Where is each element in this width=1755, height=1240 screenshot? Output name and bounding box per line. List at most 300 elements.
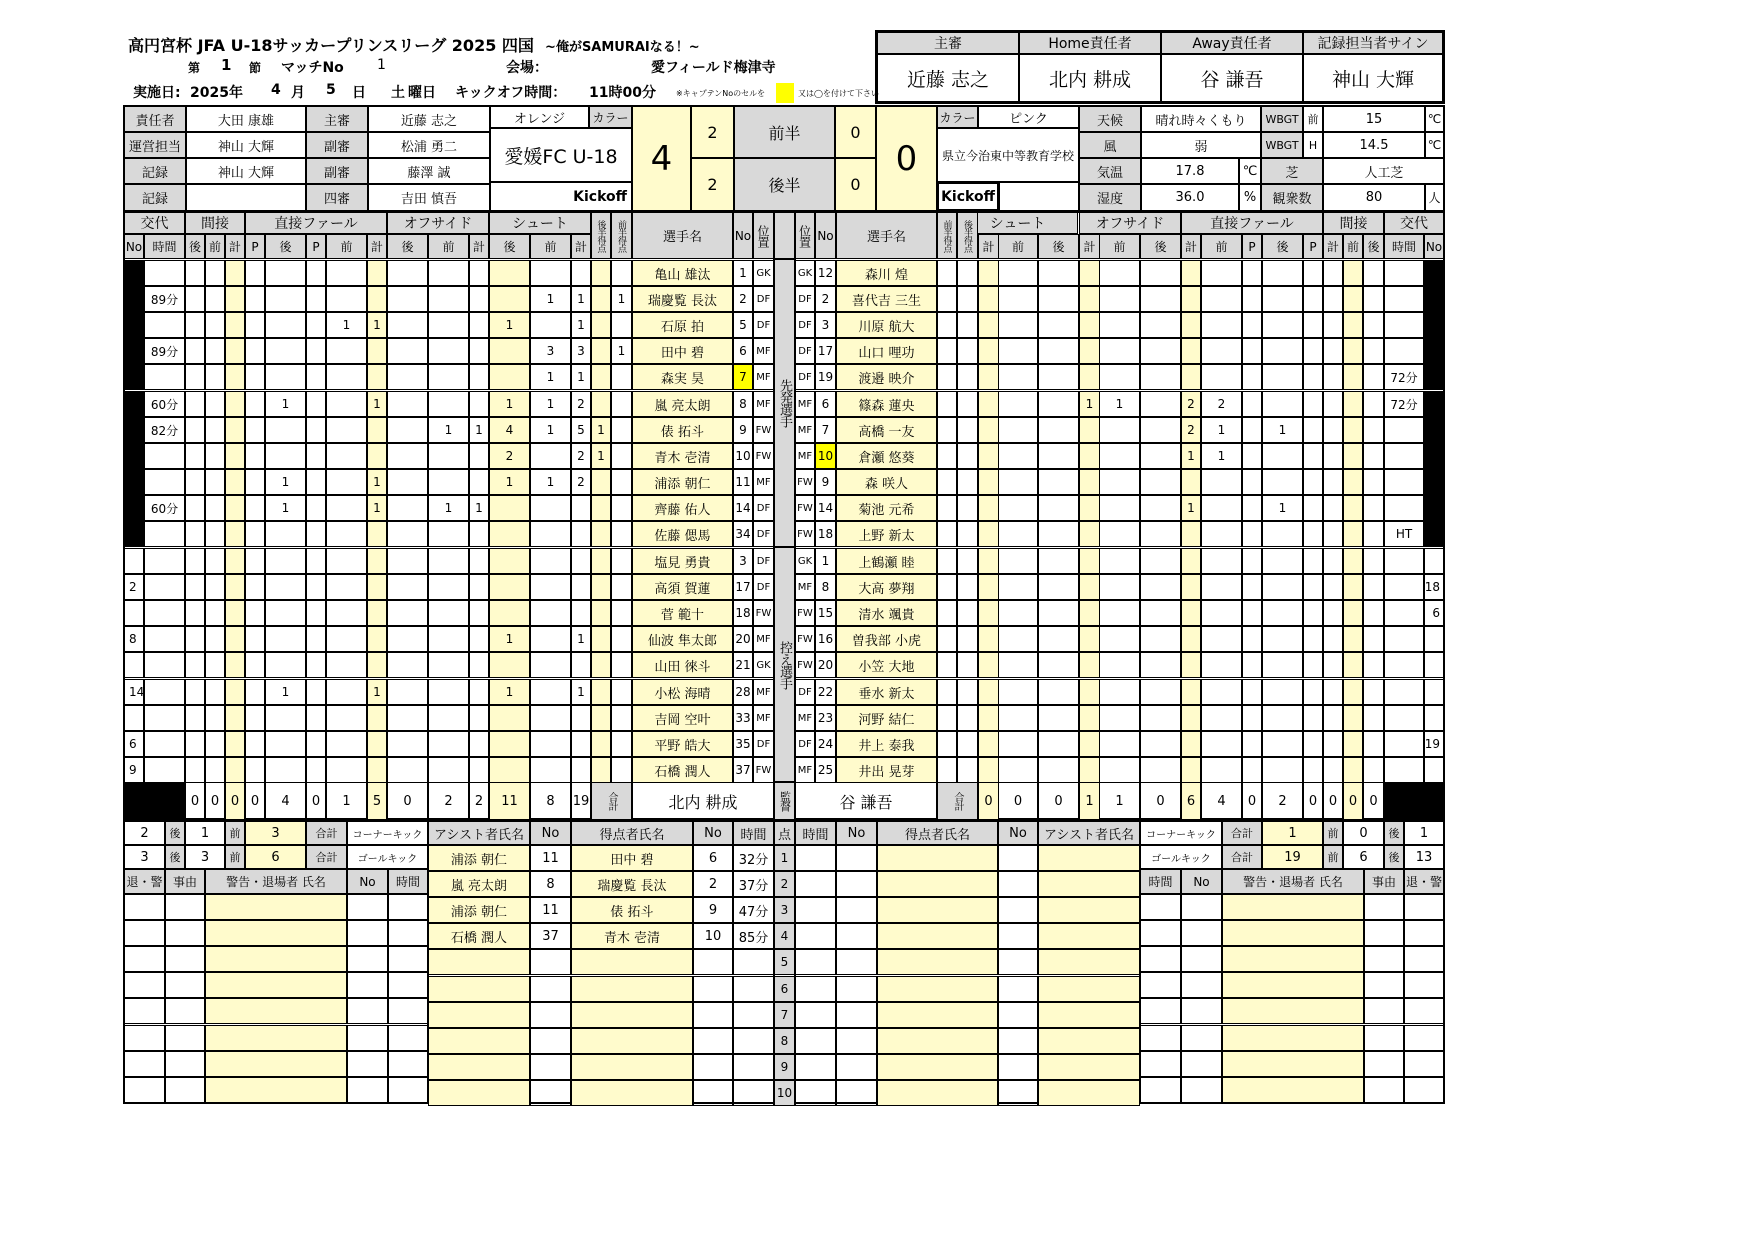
home-stat-cell (245, 469, 265, 495)
home-stat-cell: 89分 (144, 338, 185, 364)
home-player-pos: FW (753, 417, 774, 443)
away-scorer-name (877, 871, 998, 897)
away-stat-cell (1079, 757, 1100, 783)
home-player-name: 山田 徠斗 (632, 652, 733, 678)
away-scorer-no (836, 1028, 877, 1054)
home-scorer-name (571, 1002, 693, 1028)
away-stat-cell: 72分 (1384, 364, 1424, 390)
home-total-label: 合計 (591, 782, 632, 820)
home-stat-cell (185, 757, 205, 783)
home-total-cell: 1 (326, 782, 367, 820)
home-stat-cell (530, 574, 571, 600)
away-card-cell (1140, 1025, 1181, 1051)
away-scorer-header: 得点者氏名 (877, 821, 998, 845)
home-card-cell (347, 998, 388, 1024)
home-scorer-no (693, 1002, 733, 1028)
away-stat-cell (1323, 521, 1343, 547)
home-subheader-no: No (124, 234, 144, 259)
home-stat-cell (225, 731, 245, 757)
home-stat-cell (530, 705, 571, 731)
away-stat-cell (1079, 548, 1100, 574)
away-stat-cell (1363, 679, 1384, 705)
away-stat-cell (1038, 391, 1079, 417)
away-stat-cell (998, 705, 1038, 731)
home-stat-cell (387, 338, 428, 364)
home-stat-cell (387, 469, 428, 495)
away-kick-total-label: 合計 (1222, 821, 1262, 845)
home-total-cell: 0 (205, 782, 225, 820)
home-stat-cell: 1 (571, 286, 591, 312)
home-stat-cell (205, 521, 225, 547)
away-stat-cell (1384, 574, 1424, 600)
home-stat-cell (469, 260, 489, 286)
away-kick-total: 19 (1262, 845, 1323, 869)
home-stat-cell (326, 260, 367, 286)
away-stat-cell (978, 521, 999, 547)
away-stat-cell (1201, 495, 1242, 521)
home-info-value-2: 近藤 志之 (368, 106, 490, 132)
away-player-name: 大高 夢翔 (836, 574, 937, 600)
home-stat-cell (387, 679, 428, 705)
home-stat-cell (185, 548, 205, 574)
away-player-no: 19 (815, 364, 836, 390)
home-subheader-go: 後 (489, 234, 530, 259)
home-kick-1h-label: 前 (225, 845, 245, 869)
weather-value-2: 14.5 (1323, 132, 1425, 158)
away-stat-cell (1323, 391, 1343, 417)
away-stat-cell (957, 548, 978, 574)
home-stat-cell (245, 286, 265, 312)
home-stat-cell (326, 731, 367, 757)
away-stat-cell (1384, 548, 1424, 574)
home-player-no: 18 (733, 600, 753, 626)
home-stat-cell (205, 260, 225, 286)
away-stat-cell (1181, 548, 1201, 574)
away-player-pos: GK (795, 548, 815, 574)
home-stat-cell (265, 626, 306, 652)
away-player-pos: DF (795, 312, 815, 338)
away-card-cell (1404, 972, 1444, 998)
away-assist-no (998, 976, 1038, 1002)
away-manager-name: 谷 謙吾 (795, 782, 937, 820)
away-stat-cell (1323, 260, 1343, 286)
away-stat-cell (1140, 338, 1181, 364)
home-player-no: 33 (733, 705, 753, 731)
home-info-label-2: 副審 (306, 132, 368, 158)
home-stat-cell (225, 626, 245, 652)
home-player-no: 6 (733, 338, 753, 364)
away-player-no: 10 (815, 443, 836, 469)
setsu-label: 第 (188, 61, 201, 75)
away-stat-cell (1038, 574, 1079, 600)
home-stat-cell (571, 600, 591, 626)
captain-note-2: 又は◯を付けて下さい (798, 89, 879, 98)
match-no: 1 (377, 57, 386, 73)
home-stat-cell (225, 652, 245, 678)
home-stat-cell (265, 600, 306, 626)
home-stat-cell (144, 260, 185, 286)
away-subheader-kei: 計 (1181, 234, 1201, 259)
home-stat-cell (611, 705, 632, 731)
away-stat-cell (1323, 548, 1343, 574)
away-player-no: 14 (815, 495, 836, 521)
away-assist-name (1038, 1054, 1140, 1080)
home-scorer-name (571, 1080, 693, 1106)
away-stat-cell (1242, 286, 1262, 312)
home-stat-cell (469, 364, 489, 390)
home-player-name: 仙波 隼太郎 (632, 626, 733, 652)
home-stat-cell (124, 391, 144, 417)
away-pos-header: 位置 (795, 212, 815, 259)
away-stat-cell (998, 495, 1038, 521)
away-scorer-name (877, 1002, 998, 1028)
goal-number: 5 (774, 949, 795, 975)
away-card-cell (1404, 920, 1444, 946)
home-stat-cell (591, 338, 611, 364)
away-color-value: ピンク (978, 106, 1079, 128)
away-stat-cell (1323, 600, 1343, 626)
home-card-cell (388, 946, 428, 972)
away-stat-cell (1424, 495, 1444, 521)
away-stat-cell (1140, 286, 1181, 312)
home-stat-cell (144, 469, 185, 495)
home-stat-cell: 5 (571, 417, 591, 443)
away-player-no: 18 (815, 521, 836, 547)
away-player-no: 2 (815, 286, 836, 312)
home-stat-cell (611, 731, 632, 757)
away-stat-cell (1343, 548, 1363, 574)
weather-value-2: 80 (1323, 184, 1425, 211)
away-stat-cell (1424, 469, 1444, 495)
home-stat-cell (185, 469, 205, 495)
goal-number: 2 (774, 871, 795, 897)
away-stat-cell (978, 679, 999, 705)
away-stat-cell (1099, 600, 1140, 626)
home-player-name: 菅 範十 (632, 600, 733, 626)
home-stat-cell (306, 600, 326, 626)
center-header-blank (774, 212, 795, 259)
away-stat-cell: 2 (1201, 391, 1242, 417)
home-stat-cell (205, 443, 225, 469)
away-stat-cell (1363, 574, 1384, 600)
home-stat-cell (124, 469, 144, 495)
official-header-home: Home責任者 (1019, 32, 1161, 54)
away-stat-cell (1303, 705, 1323, 731)
away-assist-name (1038, 949, 1140, 975)
home-player-pos: FW (753, 757, 774, 783)
away-stat-cell: 2 (1181, 417, 1201, 443)
away-stat-cell (1242, 757, 1262, 783)
away-assist-no-header: No (998, 821, 1038, 845)
home-kick-type: ゴールキック (347, 845, 428, 869)
away-assist-no (998, 1080, 1038, 1106)
away-stat-cell (1079, 521, 1100, 547)
home-stat-cell (469, 626, 489, 652)
home-stat-cell (144, 443, 185, 469)
home-stat-cell (144, 521, 185, 547)
home-stat-cell: 2 (571, 391, 591, 417)
away-player-no: 22 (815, 679, 836, 705)
home-stat-cell (428, 338, 469, 364)
away-card-cell (1364, 1051, 1404, 1077)
away-stat-cell (1424, 652, 1444, 678)
home-card-cell (165, 1051, 205, 1077)
away-stat-cell (1140, 626, 1181, 652)
away-player-pos: MF (795, 574, 815, 600)
home-stat-cell (225, 417, 245, 443)
away-stat-cell (1323, 731, 1343, 757)
away-kick-type: ゴールキック (1140, 845, 1222, 869)
home-stat-cell (387, 312, 428, 338)
away-stat-cell (1242, 574, 1262, 600)
home-stat-cell (185, 652, 205, 678)
away-stat-cell (1140, 574, 1181, 600)
home-stat-cell: 1 (265, 495, 306, 521)
home-player-pos: GK (753, 260, 774, 286)
away-player-pos: FW (795, 626, 815, 652)
away-stat-cell (1181, 626, 1201, 652)
manager-label: 監督 (774, 782, 795, 820)
home-stat-cell (306, 417, 326, 443)
away-stat-cell (978, 391, 999, 417)
goal-number: 3 (774, 897, 795, 923)
home-stat-cell (469, 312, 489, 338)
away-scorer-name (877, 1054, 998, 1080)
home-scorer-no (693, 949, 733, 975)
home-stat-cell: 1 (489, 312, 530, 338)
home-stat-cell (387, 417, 428, 443)
home-pos-header: 位置 (753, 212, 774, 259)
home-stat-cell (367, 443, 387, 469)
home-stat-cell (591, 679, 611, 705)
month-label: 月 (291, 85, 305, 101)
away-stat-cell (1384, 469, 1424, 495)
home-stat-cell (326, 364, 367, 390)
home-assist-no: 8 (530, 871, 571, 897)
away-assist-no (998, 871, 1038, 897)
away-stat-cell (998, 679, 1038, 705)
home-assist-no (530, 976, 571, 1002)
away-stat-cell (1201, 260, 1242, 286)
home-stat-cell (326, 574, 367, 600)
home-stat-cell: 1 (367, 312, 387, 338)
away-goal-time (795, 845, 836, 871)
away-subheader-kei: 計 (1079, 234, 1100, 259)
away-stat-cell (957, 626, 978, 652)
away-stat-cell (1201, 705, 1242, 731)
weather-unit: ℃ (1239, 158, 1261, 184)
away-card-cell (1364, 972, 1404, 998)
home-total-score: 4 (632, 106, 691, 211)
home-stat-cell (306, 521, 326, 547)
home-stat-cell (185, 705, 205, 731)
away-stat-cell (998, 260, 1038, 286)
home-scorer-name: 俵 拓斗 (571, 897, 693, 923)
away-2h-goal-header: 後半得点 (957, 212, 978, 259)
home-stat-cell (225, 521, 245, 547)
away-player-name: 曽我部 小虎 (836, 626, 937, 652)
away-card-cell (1222, 1051, 1364, 1077)
sheet-title: 高円宮杯 JFA U-18サッカープリンスリーグ 2025 四国 ~俺がSAMURAIなる！~ (128, 36, 700, 55)
home-stat-cell (387, 443, 428, 469)
home-player-pos: FW (753, 443, 774, 469)
home-stat-cell (245, 260, 265, 286)
home-card-cell (347, 920, 388, 946)
away-stat-cell (1303, 338, 1323, 364)
home-stat-cell (144, 679, 185, 705)
offside-header: オフサイド (387, 212, 489, 234)
away-stat-cell (937, 626, 957, 652)
home-stat-cell (428, 391, 469, 417)
home-stat-cell (571, 705, 591, 731)
home-card-cell (388, 998, 428, 1024)
home-stat-cell (326, 679, 367, 705)
home-total-cell: 2 (469, 782, 489, 820)
away-stat-cell (978, 286, 999, 312)
home-stat-cell (185, 364, 205, 390)
away-stat-cell (1099, 679, 1140, 705)
home-stat-cell: 1 (591, 443, 611, 469)
away-stat-cell (1201, 731, 1242, 757)
home-stat-cell (326, 469, 367, 495)
away-second-half-score: 0 (835, 158, 876, 211)
home-kick-total: 3 (245, 821, 306, 845)
home-stat-cell (611, 757, 632, 783)
away-player-name: 上鶴瀬 睦 (836, 548, 937, 574)
away-card-cell (1404, 894, 1444, 920)
away-stat-cell (1242, 626, 1262, 652)
away-stat-cell (978, 731, 999, 757)
home-assist-no: 37 (530, 923, 571, 949)
away-stat-cell (937, 364, 957, 390)
home-stat-cell (367, 757, 387, 783)
away-player-pos: DF (795, 731, 815, 757)
away-stat-cell (1201, 574, 1242, 600)
away-subheader-kei: 計 (1323, 234, 1343, 259)
away-stat-cell (1363, 548, 1384, 574)
away-stat-cell (1099, 312, 1140, 338)
official-header-recorder: 記録担当者サイン (1303, 32, 1443, 54)
home-card-cell (124, 946, 165, 972)
away-goal-time (795, 871, 836, 897)
starters-label: 先発選手 (774, 259, 795, 547)
home-stat-cell (245, 417, 265, 443)
away-stat-cell (1099, 417, 1140, 443)
home-subheader-kei: 計 (571, 234, 591, 259)
home-card-cell (124, 1051, 165, 1077)
away-stat-cell (1079, 626, 1100, 652)
away-player-name: 高橋 一友 (836, 417, 937, 443)
home-stat-cell (469, 731, 489, 757)
home-stat-cell (326, 705, 367, 731)
away-stat-cell (1424, 338, 1444, 364)
home-player-name: 石原 拍 (632, 312, 733, 338)
away-stat-cell (1181, 364, 1201, 390)
home-scorer-name (571, 1028, 693, 1054)
home-card-cell (388, 1077, 428, 1103)
away-player-no: 8 (815, 574, 836, 600)
home-stat-cell (469, 391, 489, 417)
away-stat-cell (998, 338, 1038, 364)
home-stat-cell (591, 574, 611, 600)
home-stat-cell (428, 731, 469, 757)
home-assist-no (530, 1080, 571, 1106)
home-stat-cell (265, 521, 306, 547)
weather-label-3: 前 (1303, 106, 1323, 132)
home-total-cell: 11 (489, 782, 530, 820)
home-stat-cell (489, 521, 530, 547)
away-stat-cell (1343, 652, 1363, 678)
away-player-header: 選手名 (836, 212, 937, 259)
home-stat-cell (265, 757, 306, 783)
away-stat-cell (1140, 705, 1181, 731)
home-player-no: 7 (733, 364, 753, 390)
weather-label-2: WBGT (1261, 132, 1303, 158)
away-scorer-no (836, 1080, 877, 1106)
away-scorer-no (836, 1054, 877, 1080)
home-stat-cell (591, 391, 611, 417)
home-assist-no (530, 949, 571, 975)
month-value: 4 (271, 82, 281, 98)
away-stat-cell (1079, 312, 1100, 338)
home-card-cell (124, 920, 165, 946)
home-stat-cell (306, 652, 326, 678)
away-stat-cell (937, 652, 957, 678)
shoot-header: シュート (489, 212, 591, 234)
home-stat-cell (591, 652, 611, 678)
away-total-cell: 0 (1363, 782, 1384, 820)
home-player-pos: DF (753, 548, 774, 574)
home-stat-cell: 1 (571, 626, 591, 652)
away-assist-name (1038, 845, 1140, 871)
home-player-pos: DF (753, 574, 774, 600)
home-stat-cell (428, 600, 469, 626)
away-stat-cell (1363, 652, 1384, 678)
home-goal-time (733, 1054, 774, 1080)
home-first-half-score: 2 (691, 106, 734, 158)
home-stat-cell (367, 338, 387, 364)
away-stat-cell (1140, 679, 1181, 705)
home-stat-cell: 9 (124, 757, 144, 783)
home-player-no: 8 (733, 391, 753, 417)
away-card-cell (1140, 920, 1181, 946)
away-stat-cell (1099, 705, 1140, 731)
away-subheader-zen: 前 (998, 234, 1038, 259)
away-stat-cell (978, 417, 999, 443)
away-stat-cell (1303, 364, 1323, 390)
home-stat-cell (469, 338, 489, 364)
away-stat-cell (1242, 652, 1262, 678)
away-stat-cell (1181, 338, 1201, 364)
away-stat-cell (1262, 260, 1303, 286)
away-card-cell (1140, 946, 1181, 972)
away-stat-cell (978, 757, 999, 783)
away-card-cell (1181, 946, 1222, 972)
home-card-cell (165, 946, 205, 972)
away-player-name: 井出 晃芽 (836, 757, 937, 783)
home-stat-cell (124, 600, 144, 626)
home-stat-cell (530, 521, 571, 547)
home-stat-cell (530, 679, 571, 705)
away-stat-cell (978, 338, 999, 364)
home-total-cell: 0 (245, 782, 265, 820)
home-stat-cell (205, 469, 225, 495)
home-assist-no: 11 (530, 897, 571, 923)
home-info-label: 記録 (124, 158, 186, 184)
home-stat-cell (428, 469, 469, 495)
away-card-cell (1140, 998, 1181, 1024)
away-stat-cell (1343, 391, 1363, 417)
